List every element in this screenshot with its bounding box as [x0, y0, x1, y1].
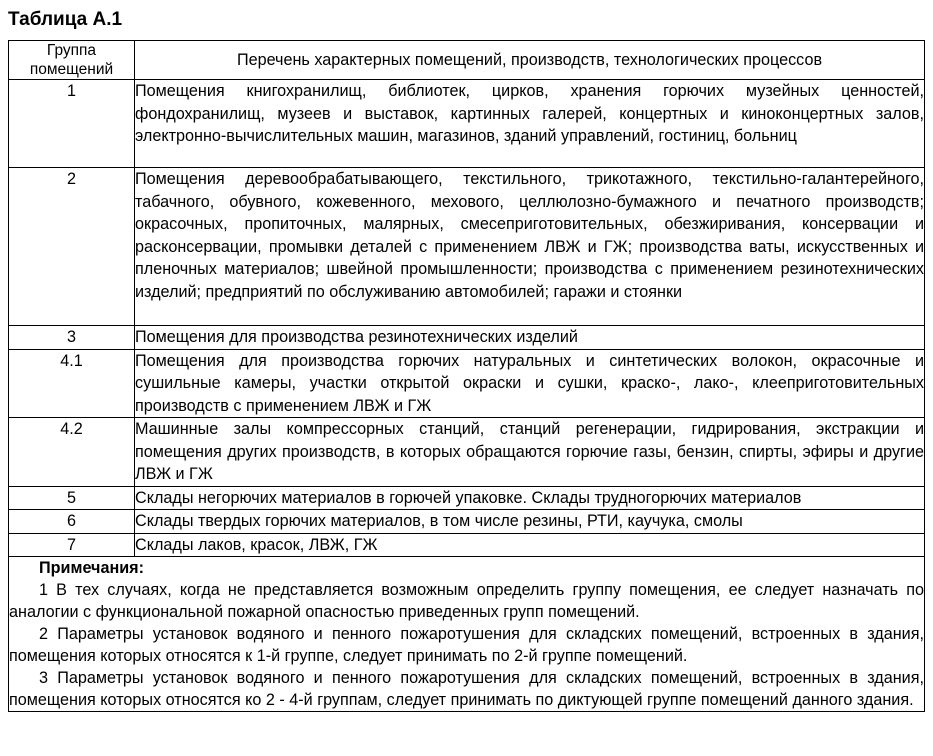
group-description: Машинные залы компрессорных станций, станций регенерации, гидрирования, экстракции и помещения других производств, в которых обращаются горючие газы, бензин, спирты, эфиры и другие ЛВЖ и ГЖ — [135, 418, 925, 487]
group-description: Склады лаков, красок, ЛВЖ, ГЖ — [135, 533, 925, 557]
group-description: Склады твердых горючих материалов, в том числе резины, РТИ, каучука, смолы — [135, 510, 925, 534]
group-number: 5 — [9, 486, 135, 510]
group-number: 2 — [9, 168, 135, 326]
table-row — [9, 349, 925, 418]
notes-cell — [9, 557, 925, 712]
group-description: Склады негорючих материалов в горючей упаковке. Склады трудногорючих материалов — [135, 486, 925, 510]
header-group: Группа помещений — [9, 41, 135, 80]
group-number: 3 — [9, 326, 135, 350]
table-caption: Таблица А.1 — [8, 9, 123, 30]
group-number: 4.1 — [9, 349, 135, 418]
group-description: Помещения деревообрабатывающего, текстильного, трикотажного, текстильно-галантерейного, табачного, обувного, кожевенного, мехового, целлюлозно-бумажного и печатного производств; окрасочных, пропиточных, малярных, смесеприготовительных, обезжиривания, консервации и расконсервации, промывки деталей с применением ЛВЖ и ГЖ; производства ваты, искусственных и пленочных материалов; швейной промышленности; производства с применением резинотехнических изделий; предприятий по обслуживанию автомобилей; гаражи и стоянки — [135, 168, 925, 326]
note-item: 1 В тех случаях, когда не представляется возможным определить группу помещения, ее следует назначать по аналогии с функциональной пожарной опасностью приведенных групп помещений. — [9, 581, 924, 621]
table-row — [9, 486, 925, 510]
notes-title: Примечания: — [39, 559, 145, 577]
table-row — [9, 80, 925, 168]
note-item: 2 Параметры установок водяного и пенного пожаротушения для складских помещений, встроенных в здания, помещения которых относятся к 1-й группе, следует принимать по 2-й группе помещений. — [9, 625, 924, 665]
table-row — [9, 533, 925, 557]
group-number: 1 — [9, 80, 135, 168]
header-description: Перечень характерных помещений, производств, технологических процессов — [135, 41, 925, 80]
table-header-row — [9, 41, 925, 80]
note-item: 3 Параметры установок водяного и пенного пожаротушения для складских помещений, встроенных в здания, помещения которых относятся ко 2 - 4-й группам, следует принимать по диктующей группе помещений данного здания. — [9, 669, 924, 709]
group-description: Помещения книгохранилищ, библиотек, цирков, хранения горючих музейных ценностей, фондохранилищ, музеев и выставок, картинных галерей, концертных и киноконцертных залов, электронно-вычислительных машин, магазинов, зданий управлений, гостиниц, больниц — [135, 80, 925, 168]
group-number: 7 — [9, 533, 135, 557]
group-number: 4.2 — [9, 418, 135, 487]
table-row — [9, 326, 925, 350]
group-number: 6 — [9, 510, 135, 534]
notes-row — [9, 557, 925, 712]
group-description: Помещения для производства резинотехнических изделий — [135, 326, 925, 350]
groups-table — [8, 40, 925, 712]
table-row — [9, 168, 925, 326]
group-description: Помещения для производства горючих натуральных и синтетических волокон, окрасочные и сушильные камеры, участки открытой окраски и сушки, краско-, лако-, клееприготовительных производств с применением ЛВЖ и ГЖ — [135, 349, 925, 418]
table-row — [9, 510, 925, 534]
table-row — [9, 418, 925, 487]
